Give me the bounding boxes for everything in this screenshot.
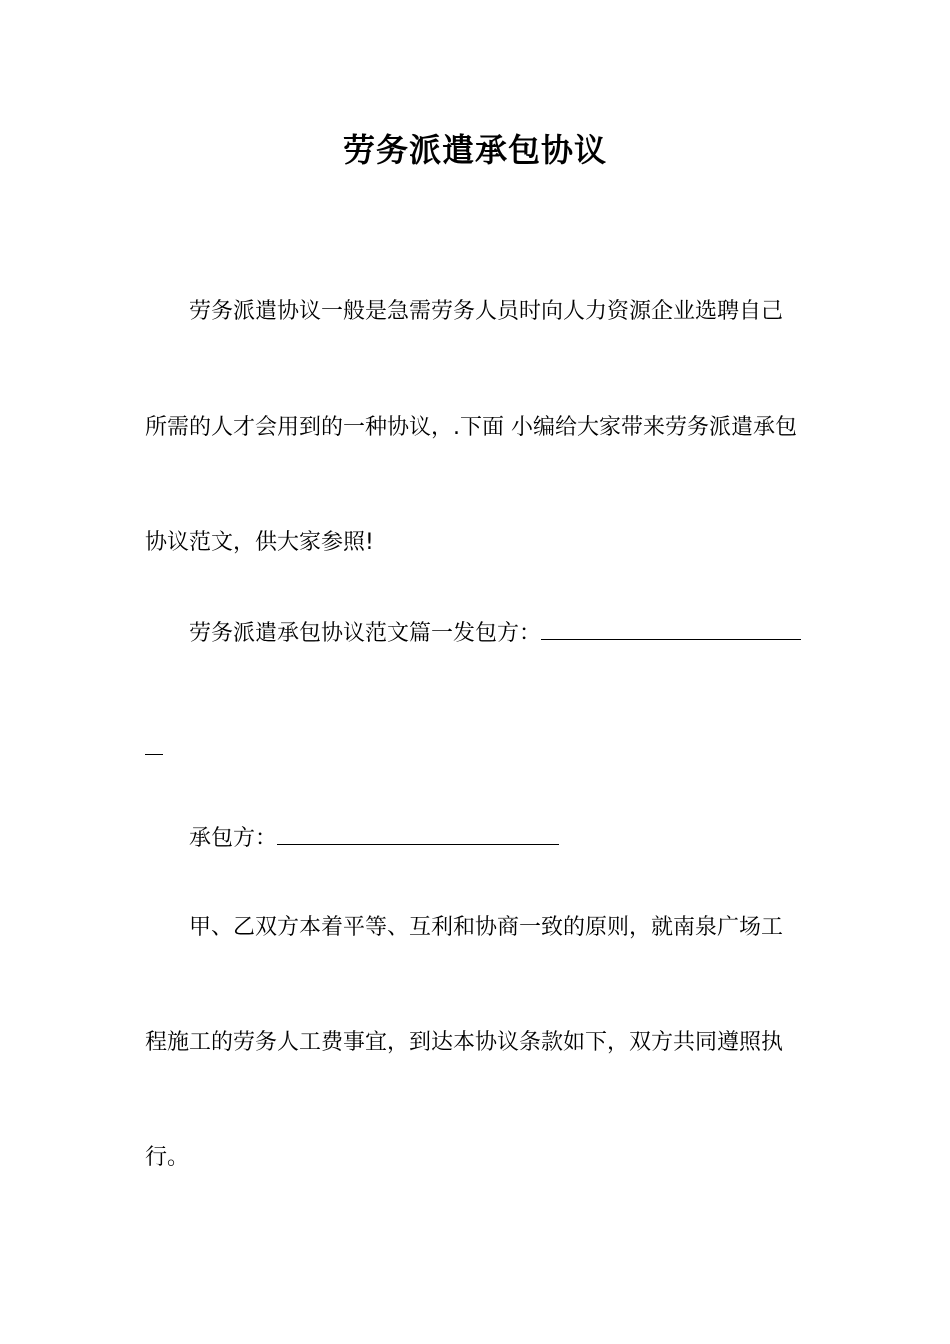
paragraph-line-2: 所需的人才会用到的一种协议，.下面 小编给大家带来劳务派遣承包 — [145, 415, 797, 440]
paragraph-line-8: 行。 — [145, 1145, 190, 1170]
paragraph-line-1: 劳务派遣协议一般是急需劳务人员时向人力资源企业选聘自己 — [189, 299, 784, 324]
paragraph-line-6: 甲、乙双方本着平等、互利和协商一致的原则，就南泉广场工 — [189, 915, 784, 940]
contractor-label: 劳务派遣承包协议范文篇一发包方： — [189, 621, 542, 646]
subcontractor-line — [189, 822, 849, 855]
contractor-line — [189, 617, 849, 650]
contractor-blank-end[interactable] — [145, 732, 163, 755]
paragraph-line-3: 协议范文，供大家参照! — [145, 530, 374, 555]
subcontractor-label: 承包方： — [189, 826, 278, 851]
contractor-blank[interactable] — [541, 617, 801, 640]
document-title: 劳务派遣承包协议 — [342, 131, 607, 169]
subcontractor-blank[interactable] — [277, 822, 559, 845]
contractor-blank-continuation — [145, 732, 845, 765]
paragraph-line-7: 程施工的劳务人工费事宜，到达本协议条款如下，双方共同遵照执 — [145, 1030, 784, 1055]
